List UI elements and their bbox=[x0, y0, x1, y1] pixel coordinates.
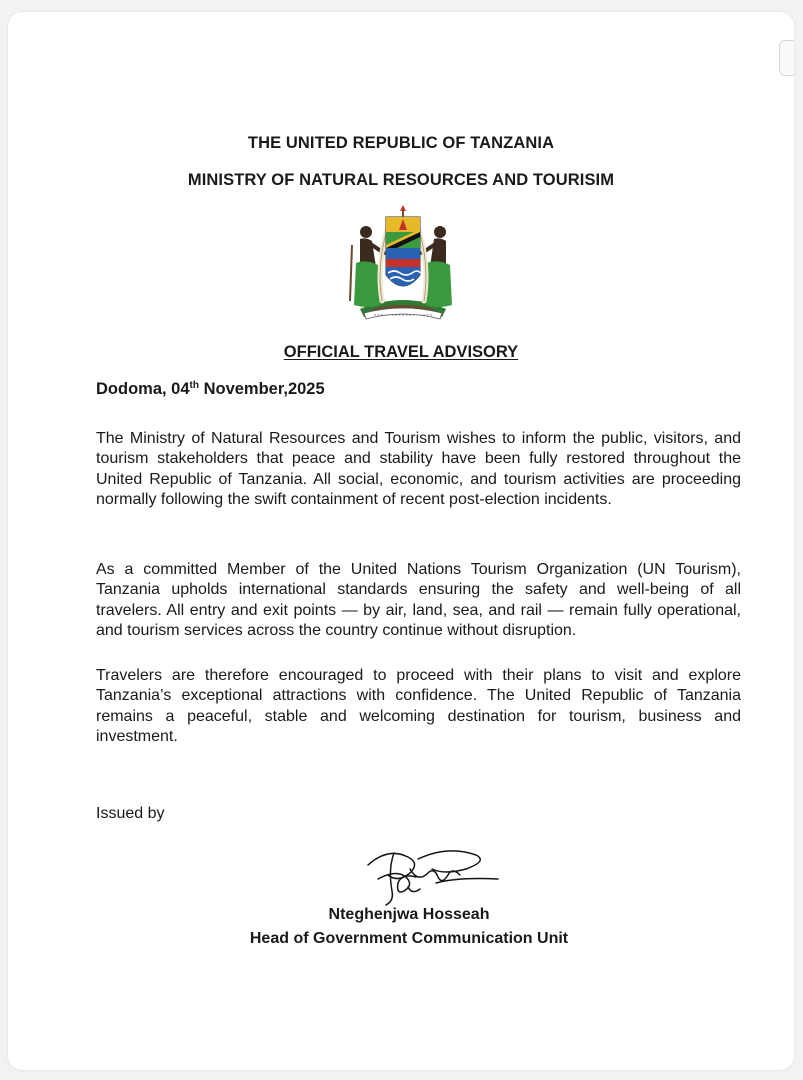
issued-by-label: Issued by bbox=[96, 805, 165, 822]
paragraph-3: Travelers are therefore encouraged to proceed with their plans to visit and explore Tanzania’s exceptional attractions with confidence. The United Republic of Tanzania remains a peaceful, stable and welcoming destination for tourism, business and investment. bbox=[96, 667, 741, 745]
page-edge-tab bbox=[779, 40, 794, 76]
signer-name: Nteghenjwa Hosseah bbox=[328, 906, 490, 923]
dateline: Dodoma, 04th November,2025 bbox=[96, 380, 325, 398]
advisory-title: OFFICIAL TRAVEL ADVISORY bbox=[283, 343, 519, 361]
paragraph-1: The Ministry of Natural Resources and Tourism wishes to inform the public, visitors, and tourism stakeholders that peace and stability have been fully restored throughout the United Republic of Tanzania. All social, economic, and tourism activities are proceeding normally following the swift containment of recent post-election incidents. bbox=[96, 430, 741, 508]
handwritten-signature-icon bbox=[348, 839, 508, 911]
signer-position: Head of Government Communication Unit bbox=[249, 930, 569, 947]
ministry-heading: MINISTRY OF NATURAL RESOURCES AND TOURISIM bbox=[187, 171, 615, 189]
paragraph-2: As a committed Member of the United Nations Tourism Organization (UN Tourism), Tanzania upholds international standards ensuring the safety and well-being of all travelers. All entry and exit points — by air, land, sea, and rail — remain fully operational, and tourism services across the country continue without disruption. bbox=[96, 561, 741, 639]
country-heading: THE UNITED REPUBLIC OF TANZANIA bbox=[247, 134, 555, 152]
tanzania-coat-of-arms-icon bbox=[342, 205, 464, 323]
advisory-document bbox=[8, 12, 794, 1070]
